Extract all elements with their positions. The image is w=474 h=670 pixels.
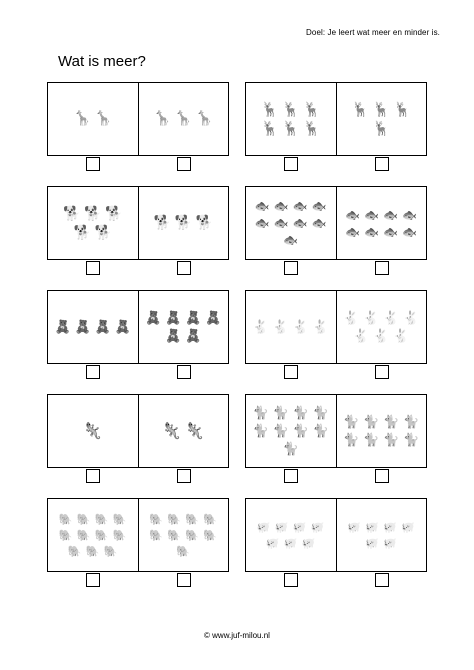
elephant-icon: 🐘 bbox=[167, 528, 182, 542]
bear-icon: 🧸 bbox=[114, 319, 131, 335]
fish-icon: 🐟 bbox=[383, 224, 399, 239]
checkbox-left[interactable] bbox=[86, 573, 100, 587]
checkbox-right[interactable] bbox=[375, 365, 389, 379]
checkbox-slot-right bbox=[138, 468, 229, 486]
group-left bbox=[246, 187, 336, 259]
elephant-icon: 🐘 bbox=[58, 512, 73, 526]
checkbox-right[interactable] bbox=[177, 573, 191, 587]
pig-icon: 🐖 bbox=[265, 536, 280, 550]
comparison-box bbox=[245, 394, 427, 468]
bear-icon: 🧸 bbox=[54, 319, 71, 335]
group-right bbox=[336, 291, 427, 363]
elephant-icon: 🐘 bbox=[185, 528, 200, 542]
pig-icon: 🐖 bbox=[283, 536, 298, 550]
answer-checkboxes bbox=[47, 364, 229, 382]
checkbox-right[interactable] bbox=[375, 261, 389, 275]
exercise-2 bbox=[245, 82, 427, 186]
cat-icon: 🐈 bbox=[282, 441, 299, 457]
group-left bbox=[246, 291, 336, 363]
elephant-icon: 🐘 bbox=[67, 544, 82, 558]
goal-text: Doel: Je leert wat meer en minder is. bbox=[306, 28, 440, 37]
elephant-icon: 🐘 bbox=[58, 528, 73, 542]
group-right bbox=[138, 187, 229, 259]
deer-icon: 🦌 bbox=[261, 101, 279, 118]
rabbit-icon: 🐇 bbox=[403, 310, 420, 326]
cat-icon: 🐈 bbox=[403, 414, 420, 430]
checkbox-slot-left bbox=[245, 364, 336, 382]
elephant-icon: 🐘 bbox=[112, 528, 127, 542]
group-right bbox=[336, 83, 427, 155]
exercise-4 bbox=[245, 186, 427, 290]
fish-icon: 🐟 bbox=[311, 199, 327, 213]
elephant-icon: 🐘 bbox=[94, 512, 109, 526]
rabbit-icon: 🐇 bbox=[373, 328, 390, 344]
answer-checkboxes bbox=[245, 572, 427, 590]
lizard-icon: 🦎 bbox=[82, 421, 103, 440]
cat-icon: 🐈 bbox=[363, 432, 380, 448]
checkbox-slot-left bbox=[245, 572, 336, 590]
fish-icon: 🐟 bbox=[402, 224, 418, 239]
checkbox-slot-left bbox=[47, 156, 138, 174]
elephant-icon: 🐘 bbox=[94, 528, 109, 542]
group-right bbox=[336, 499, 427, 571]
cat-icon: 🐈 bbox=[272, 423, 289, 439]
checkbox-slot-right bbox=[336, 156, 427, 174]
group-right bbox=[138, 83, 229, 155]
deer-icon: 🦌 bbox=[303, 101, 321, 118]
checkbox-slot-right bbox=[138, 572, 229, 590]
pig-icon: 🐖 bbox=[383, 536, 398, 550]
fish-icon: 🐟 bbox=[311, 216, 327, 230]
checkbox-slot-left bbox=[245, 468, 336, 486]
fish-icon: 🐟 bbox=[283, 233, 299, 247]
dog-icon: 🐕 bbox=[153, 215, 171, 231]
cat-icon: 🐈 bbox=[403, 432, 420, 448]
checkbox-right[interactable] bbox=[375, 469, 389, 483]
bear-icon: 🧸 bbox=[165, 328, 182, 344]
elephant-icon: 🐘 bbox=[203, 512, 218, 526]
rabbit-icon: 🐇 bbox=[383, 310, 400, 326]
elephant-icon: 🐘 bbox=[85, 544, 100, 558]
checkbox-right[interactable] bbox=[177, 469, 191, 483]
bear-icon: 🧸 bbox=[205, 310, 222, 326]
checkbox-right[interactable] bbox=[177, 365, 191, 379]
elephant-icon: 🐘 bbox=[76, 512, 91, 526]
checkbox-slot-left bbox=[47, 468, 138, 486]
exercise-row bbox=[47, 290, 427, 394]
checkbox-left[interactable] bbox=[86, 261, 100, 275]
checkbox-slot-right bbox=[336, 364, 427, 382]
comparison-box bbox=[245, 290, 427, 364]
footer-copyright: © www.juf-milou.nl bbox=[204, 631, 270, 640]
answer-checkboxes bbox=[47, 260, 229, 278]
bear-icon: 🧸 bbox=[74, 319, 91, 335]
checkbox-slot-right bbox=[336, 468, 427, 486]
dog-icon: 🐕 bbox=[94, 224, 112, 241]
rabbit-icon: 🐇 bbox=[353, 328, 370, 344]
group-left bbox=[48, 395, 138, 467]
deer-icon: 🦌 bbox=[261, 120, 279, 137]
checkbox-left[interactable] bbox=[86, 469, 100, 483]
group-right bbox=[336, 187, 427, 259]
group-left bbox=[48, 499, 138, 571]
giraffe-icon: 🦒 bbox=[73, 111, 91, 127]
cat-icon: 🐈 bbox=[272, 405, 289, 421]
giraffe-icon: 🦒 bbox=[94, 111, 112, 127]
checkbox-slot-left bbox=[245, 260, 336, 278]
deer-icon: 🦌 bbox=[282, 101, 300, 118]
comparison-box bbox=[47, 186, 229, 260]
checkbox-left[interactable] bbox=[284, 573, 298, 587]
rabbit-icon: 🐇 bbox=[343, 310, 360, 326]
page-title: Wat is meer? bbox=[58, 53, 146, 70]
checkbox-slot-right bbox=[336, 572, 427, 590]
dog-icon: 🐕 bbox=[195, 215, 213, 231]
checkbox-left[interactable] bbox=[284, 157, 298, 171]
answer-checkboxes bbox=[245, 364, 427, 382]
bear-icon: 🧸 bbox=[145, 310, 162, 326]
checkbox-right[interactable] bbox=[177, 157, 191, 171]
checkbox-left[interactable] bbox=[86, 365, 100, 379]
elephant-icon: 🐘 bbox=[203, 528, 218, 542]
exercise-row bbox=[47, 498, 427, 602]
group-left bbox=[246, 83, 336, 155]
exercise-row bbox=[47, 394, 427, 498]
exercise-5 bbox=[47, 290, 229, 394]
group-right bbox=[138, 395, 229, 467]
fish-icon: 🐟 bbox=[254, 216, 270, 230]
group-left bbox=[246, 395, 336, 467]
giraffe-icon: 🦒 bbox=[195, 111, 213, 127]
checkbox-left[interactable] bbox=[284, 365, 298, 379]
deer-icon: 🦌 bbox=[282, 120, 300, 137]
exercise-9 bbox=[47, 498, 229, 602]
pig-icon: 🐖 bbox=[301, 536, 316, 550]
elephant-icon: 🐘 bbox=[76, 528, 91, 542]
group-left bbox=[48, 291, 138, 363]
lizard-icon: 🦎 bbox=[161, 421, 182, 440]
pig-icon: 🐖 bbox=[310, 520, 325, 534]
deer-icon: 🦌 bbox=[351, 101, 369, 118]
answer-checkboxes bbox=[47, 572, 229, 590]
answer-checkboxes bbox=[245, 156, 427, 174]
cat-icon: 🐈 bbox=[383, 432, 400, 448]
cat-icon: 🐈 bbox=[312, 423, 329, 439]
dog-icon: 🐕 bbox=[174, 215, 192, 231]
giraffe-icon: 🦒 bbox=[174, 111, 192, 127]
answer-checkboxes bbox=[245, 468, 427, 486]
exercise-6 bbox=[245, 290, 427, 394]
fish-icon: 🐟 bbox=[364, 207, 380, 222]
rabbit-icon: 🐇 bbox=[272, 319, 289, 335]
checkbox-slot-left bbox=[47, 260, 138, 278]
elephant-icon: 🐘 bbox=[149, 512, 164, 526]
pig-icon: 🐖 bbox=[274, 520, 289, 534]
dog-icon: 🐕 bbox=[73, 224, 91, 241]
fish-icon: 🐟 bbox=[254, 199, 270, 213]
cat-icon: 🐈 bbox=[343, 414, 360, 430]
checkbox-slot-left bbox=[47, 572, 138, 590]
pig-icon: 🐖 bbox=[347, 520, 362, 534]
fish-icon: 🐟 bbox=[364, 224, 380, 239]
bear-icon: 🧸 bbox=[185, 310, 202, 326]
group-right bbox=[336, 395, 427, 467]
answer-checkboxes bbox=[47, 156, 229, 174]
rabbit-icon: 🐇 bbox=[393, 328, 410, 344]
comparison-box bbox=[245, 186, 427, 260]
fish-icon: 🐟 bbox=[345, 224, 361, 239]
fish-icon: 🐟 bbox=[345, 207, 361, 222]
bear-icon: 🧸 bbox=[94, 319, 111, 335]
elephant-icon: 🐘 bbox=[149, 528, 164, 542]
cat-icon: 🐈 bbox=[363, 414, 380, 430]
exercise-1 bbox=[47, 82, 229, 186]
fish-icon: 🐟 bbox=[292, 216, 308, 230]
group-right bbox=[138, 499, 229, 571]
dog-icon: 🐕 bbox=[63, 205, 81, 222]
bear-icon: 🧸 bbox=[185, 328, 202, 344]
exercise-3 bbox=[47, 186, 229, 290]
elephant-icon: 🐘 bbox=[167, 512, 182, 526]
exercise-row bbox=[47, 82, 427, 186]
pig-icon: 🐖 bbox=[401, 520, 416, 534]
cat-icon: 🐈 bbox=[312, 405, 329, 421]
fish-icon: 🐟 bbox=[273, 199, 289, 213]
checkbox-right[interactable] bbox=[375, 573, 389, 587]
cat-icon: 🐈 bbox=[292, 405, 309, 421]
rabbit-icon: 🐇 bbox=[292, 319, 309, 335]
group-right bbox=[138, 291, 229, 363]
pig-icon: 🐖 bbox=[365, 536, 380, 550]
elephant-icon: 🐘 bbox=[112, 512, 127, 526]
answer-checkboxes bbox=[47, 468, 229, 486]
deer-icon: 🦌 bbox=[372, 101, 390, 118]
checkbox-slot-right bbox=[336, 260, 427, 278]
pig-icon: 🐖 bbox=[365, 520, 380, 534]
dog-icon: 🐕 bbox=[105, 205, 123, 222]
comparison-box bbox=[47, 290, 229, 364]
cat-icon: 🐈 bbox=[343, 432, 360, 448]
rabbit-icon: 🐇 bbox=[363, 310, 380, 326]
group-left bbox=[48, 83, 138, 155]
fish-icon: 🐟 bbox=[402, 207, 418, 222]
cat-icon: 🐈 bbox=[383, 414, 400, 430]
group-left bbox=[246, 499, 336, 571]
checkbox-slot-right bbox=[138, 260, 229, 278]
checkbox-slot-left bbox=[47, 364, 138, 382]
checkbox-left[interactable] bbox=[86, 157, 100, 171]
deer-icon: 🦌 bbox=[303, 120, 321, 137]
comparison-box bbox=[245, 498, 427, 572]
lizard-icon: 🦎 bbox=[184, 421, 205, 440]
checkbox-slot-right bbox=[138, 364, 229, 382]
exercise-7 bbox=[47, 394, 229, 498]
rabbit-icon: 🐇 bbox=[252, 319, 269, 335]
answer-checkboxes bbox=[245, 260, 427, 278]
cat-icon: 🐈 bbox=[252, 405, 269, 421]
comparison-box bbox=[47, 82, 229, 156]
exercise-grid bbox=[47, 82, 427, 602]
checkbox-left[interactable] bbox=[284, 469, 298, 483]
checkbox-right[interactable] bbox=[375, 157, 389, 171]
checkbox-left[interactable] bbox=[284, 261, 298, 275]
pig-icon: 🐖 bbox=[256, 520, 271, 534]
checkbox-right[interactable] bbox=[177, 261, 191, 275]
rabbit-icon: 🐇 bbox=[312, 319, 329, 335]
elephant-icon: 🐘 bbox=[185, 512, 200, 526]
pig-icon: 🐖 bbox=[383, 520, 398, 534]
fish-icon: 🐟 bbox=[273, 216, 289, 230]
exercise-10 bbox=[245, 498, 427, 602]
group-left bbox=[48, 187, 138, 259]
bear-icon: 🧸 bbox=[165, 310, 182, 326]
comparison-box bbox=[47, 498, 229, 572]
giraffe-icon: 🦒 bbox=[153, 111, 171, 127]
dog-icon: 🐕 bbox=[84, 205, 102, 222]
deer-icon: 🦌 bbox=[372, 120, 390, 137]
checkbox-slot-right bbox=[138, 156, 229, 174]
elephant-icon: 🐘 bbox=[103, 544, 118, 558]
comparison-box bbox=[245, 82, 427, 156]
pig-icon: 🐖 bbox=[292, 520, 307, 534]
cat-icon: 🐈 bbox=[292, 423, 309, 439]
fish-icon: 🐟 bbox=[383, 207, 399, 222]
comparison-box bbox=[47, 394, 229, 468]
elephant-icon: 🐘 bbox=[176, 544, 191, 558]
deer-icon: 🦌 bbox=[393, 101, 411, 118]
fish-icon: 🐟 bbox=[292, 199, 308, 213]
exercise-8 bbox=[245, 394, 427, 498]
cat-icon: 🐈 bbox=[252, 423, 269, 439]
checkbox-slot-left bbox=[245, 156, 336, 174]
exercise-row bbox=[47, 186, 427, 290]
